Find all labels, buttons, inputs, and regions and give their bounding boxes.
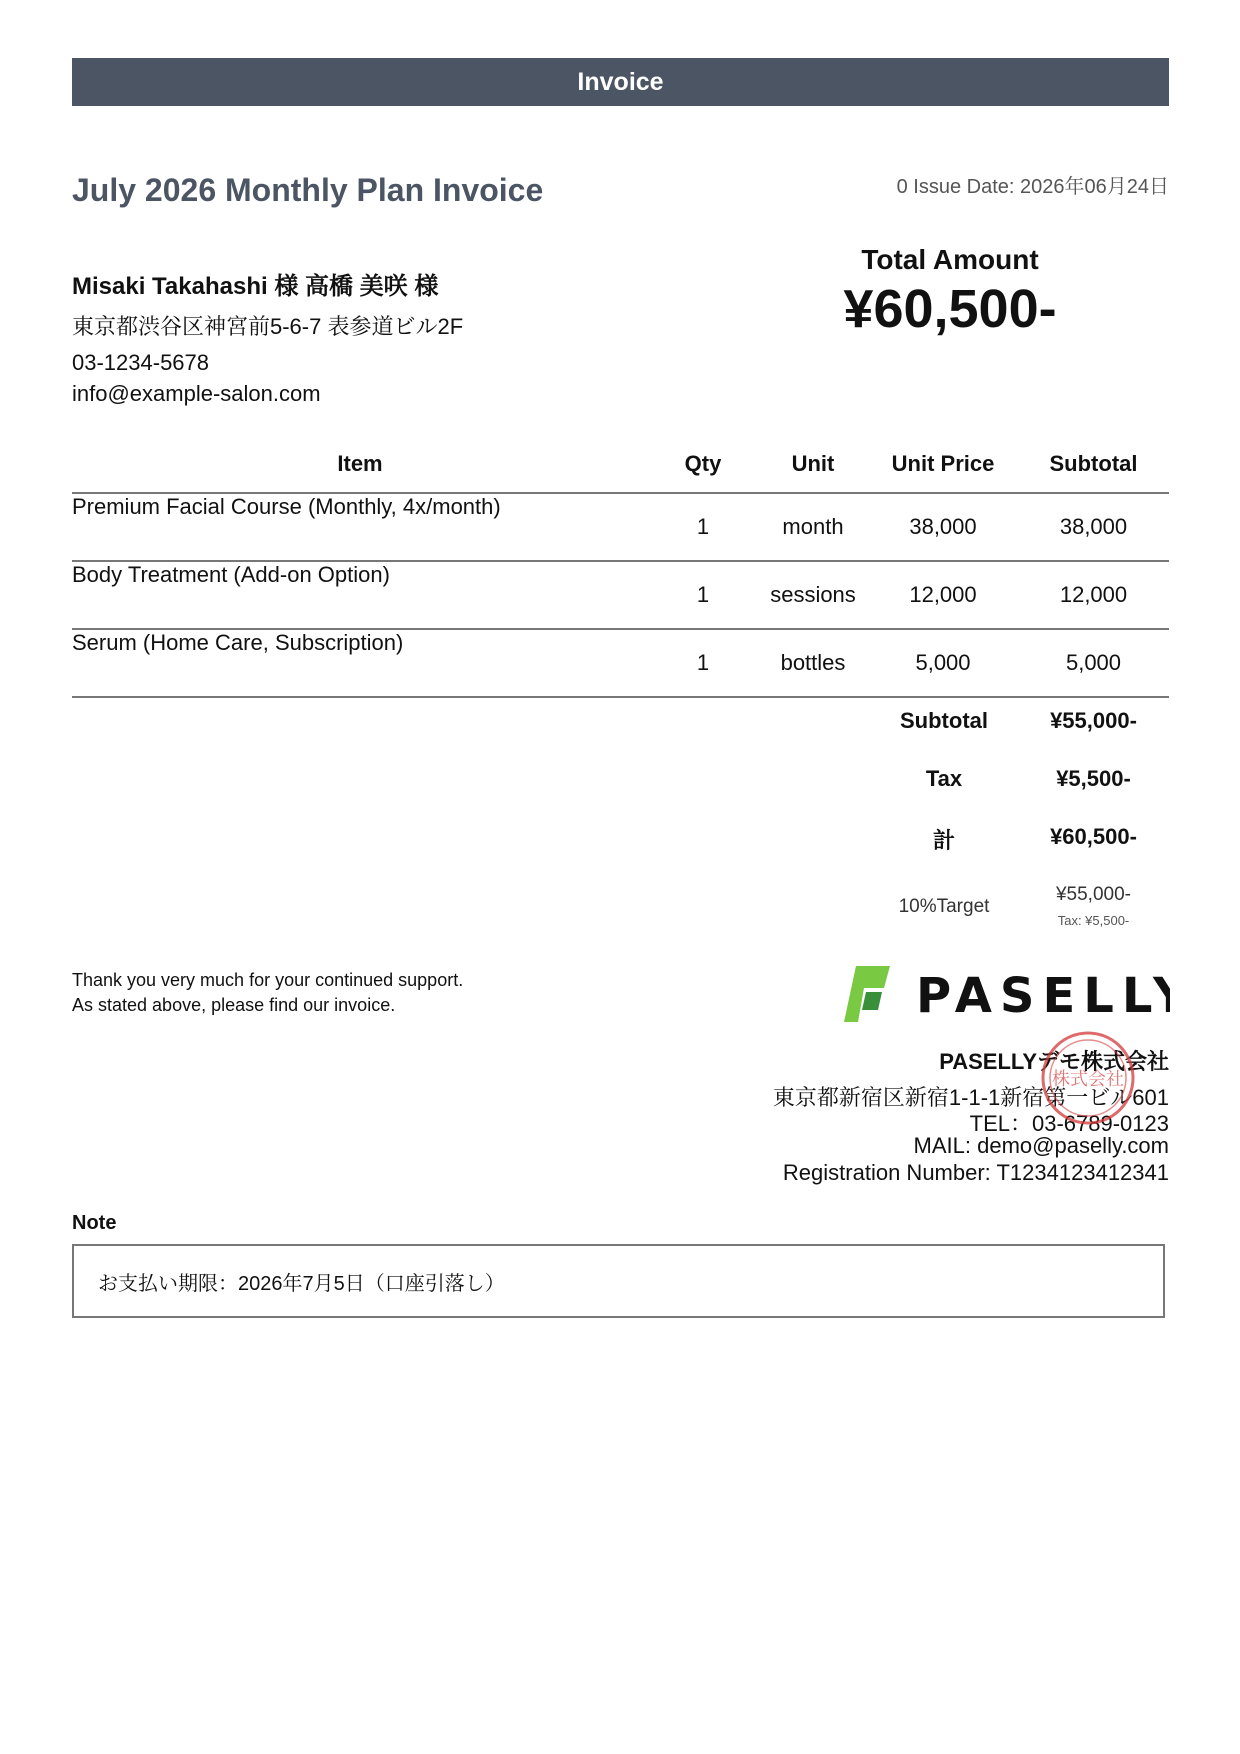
header-unit-price: Unit Price xyxy=(868,436,1018,493)
row-qty: 1 xyxy=(648,561,758,629)
table-header-row xyxy=(72,436,1169,493)
row-subtotal: 38,000 xyxy=(1018,493,1169,561)
customer-phone: 03-1234-5678 xyxy=(72,350,210,375)
row-qty: 1 xyxy=(648,629,758,697)
company-name: PASELLYデモ株式会社 xyxy=(939,1049,1169,1074)
company-address: 東京都新宿区新宿1-1-1新宿第一ビル601 xyxy=(772,1085,1169,1110)
issue-date: 0 Issue Date: 2026年06月24日 xyxy=(896,176,1169,198)
row-unit-price: 38,000 xyxy=(868,493,1018,561)
row-unit: bottles xyxy=(758,629,868,697)
logo-wordmark: PASELLY xyxy=(916,968,1170,1024)
row-unit: sessions xyxy=(758,561,868,629)
table-row xyxy=(72,561,1169,629)
invoice-message: As stated above, please find our invoice. xyxy=(72,995,396,1015)
company-logo xyxy=(838,962,1170,1026)
company-mail: MAIL: demo@paselly.com xyxy=(913,1133,1169,1158)
row-qty: 1 xyxy=(648,493,758,561)
customer-address: 東京都渋谷区神宮前5-6-7 表参道ビル2F xyxy=(72,314,464,339)
row-item: Serum (Home Care, Subscription) xyxy=(72,629,648,697)
row-subtotal: 5,000 xyxy=(1018,629,1169,697)
page-title: July 2026 Monthly Plan Invoice xyxy=(72,172,544,208)
total-amount-box xyxy=(800,244,1100,340)
company-tel: TEL：03-6789-0123 xyxy=(969,1111,1169,1136)
thanks-message: Thank you very much for your continued support. xyxy=(72,970,464,990)
tax-rate-label: 10%Target xyxy=(898,896,990,917)
note-text: お支払い期限：2026年7月5日（口座引落し） xyxy=(98,1272,505,1295)
customer-email: info@example-salon.com xyxy=(72,381,321,406)
total-amount-value: ¥60,500- xyxy=(843,279,1057,339)
header-item: Item xyxy=(72,436,648,493)
banner-title: Invoice xyxy=(577,67,664,96)
tax-rate-amount: Tax: ¥5,500- xyxy=(1057,913,1130,928)
company-registration: Registration Number: T1234123412341 xyxy=(782,1160,1169,1185)
table-row xyxy=(72,493,1169,561)
row-unit-price: 5,000 xyxy=(868,629,1018,697)
total-amount-label: Total Amount xyxy=(861,244,1039,275)
table-row xyxy=(72,629,1169,697)
customer-name: Misaki Takahashi 様 高橋 美咲 様 xyxy=(72,273,439,300)
items-table xyxy=(72,436,1169,698)
summary-total-value: ¥60,500- xyxy=(1050,824,1137,849)
row-item: Premium Facial Course (Monthly, 4x/month) xyxy=(72,493,648,561)
company-seal-stamp xyxy=(1038,1028,1138,1128)
summary-subtotal-label: Subtotal xyxy=(900,708,988,733)
row-item: Body Treatment (Add-on Option) xyxy=(72,561,648,629)
header-qty: Qty xyxy=(648,436,758,493)
row-unit: month xyxy=(758,493,868,561)
summary-total-label: 計 xyxy=(932,828,955,853)
note-label: Note xyxy=(72,1212,117,1234)
row-unit-price: 12,000 xyxy=(868,561,1018,629)
tax-rate-base: ¥55,000- xyxy=(1055,884,1131,905)
row-subtotal: 12,000 xyxy=(1018,561,1169,629)
header-subtotal: Subtotal xyxy=(1018,436,1169,493)
summary-tax-value: ¥5,500- xyxy=(1056,766,1131,791)
header-unit: Unit xyxy=(758,436,868,493)
note-box xyxy=(72,1244,1165,1318)
summary-tax-label: Tax xyxy=(925,766,963,791)
seal-text: 株式会社 xyxy=(1052,1069,1124,1090)
invoice-banner xyxy=(72,58,1169,106)
summary-subtotal-value: ¥55,000- xyxy=(1050,708,1137,733)
